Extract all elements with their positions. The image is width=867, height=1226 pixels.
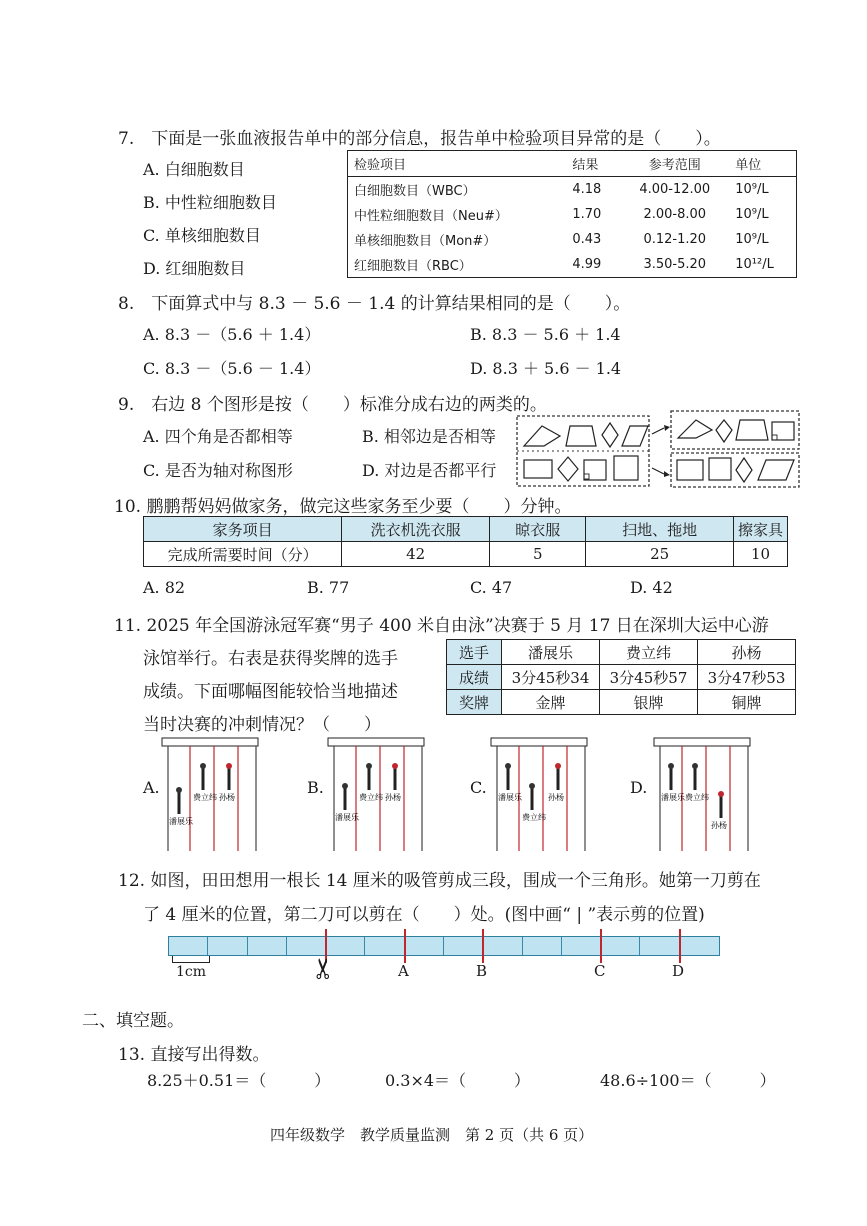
swim-time: 3分45秒34	[502, 665, 600, 690]
kite-shape	[678, 420, 712, 438]
straw-cell-divider	[443, 937, 444, 955]
swimmer-name-label: 孙杨	[711, 821, 727, 830]
pool-wall	[328, 738, 424, 746]
cut-mark-b	[482, 929, 484, 963]
blood-cell: 10⁹/L	[735, 182, 769, 197]
q10-option-a: A. 82	[143, 578, 186, 597]
rectangle-shape	[772, 422, 794, 440]
swim-pool-figure-c	[491, 736, 591, 854]
q8-option-c: C. 8.3 －（5.6 － 1.4）	[143, 359, 321, 378]
q9-option-d: D. 对边是否都平行	[362, 461, 497, 480]
square-shape	[614, 456, 638, 480]
swimmer-head	[176, 787, 182, 793]
cut-mark-d	[679, 929, 681, 963]
blood-header: 参考范围	[620, 151, 729, 177]
swim-player: 潘展乐	[502, 640, 600, 665]
q13-expr-3: 48.6÷100＝（ ）	[600, 1071, 776, 1090]
q10-option-d: D. 42	[630, 578, 673, 597]
rhombus-shape	[602, 423, 618, 447]
swimmer-name-label: 费立纬	[193, 793, 217, 802]
q13-expr-1: 8.25＋0.51＝（ ）	[147, 1071, 331, 1090]
swimmer-name-label: 潘展乐	[169, 817, 193, 826]
swimmer-name-label: 孙杨	[548, 793, 564, 802]
chores-value: 42	[342, 542, 490, 567]
q7-option-b: B. 中性粒细胞数目	[143, 193, 277, 212]
swim-medal: 铜牌	[698, 690, 796, 715]
blood-cell: 1.70	[572, 207, 602, 222]
swimmer-name-label: 费立纬	[522, 813, 546, 822]
blood-header: 检验项目	[348, 151, 567, 177]
q9-option-a: A. 四个角是否都相等	[143, 427, 293, 446]
blood-cell: 白细胞数目（WBC）	[354, 184, 476, 199]
swimmer-head	[668, 763, 674, 769]
swimmer-head	[692, 763, 698, 769]
section2-title: 二、填空题。	[82, 1011, 184, 1031]
cut-label-c: C	[594, 962, 606, 980]
blood-cell: 10⁹/L	[735, 207, 769, 222]
q11-stem-line2: 泳馆举行。右表是获得奖牌的选手	[143, 649, 398, 669]
q11-stem-line3: 成绩。下面哪幅图能较恰当地描述	[143, 682, 398, 702]
swimmer-head	[342, 783, 348, 789]
q8-option-d: D. 8.3 ＋ 5.6 － 1.4	[470, 359, 622, 378]
pool-wall	[162, 738, 258, 746]
cut-label-d: D	[672, 962, 685, 980]
straw-cell-divider	[247, 937, 248, 955]
chores-header: 晾衣服	[490, 517, 586, 542]
swim-medal: 银牌	[600, 690, 698, 715]
q10-stem: 10. 鹏鹏帮妈妈做家务，做完这些家务至少要（ ）分钟。	[114, 497, 572, 517]
q7-stem: 7. 下面是一张血液报告单中的部分信息，报告单中检验项目异常的是（ ）。	[118, 129, 721, 149]
q12-stem-line1: 12. 如图，田田想用一根长 14 厘米的吸管剪成三段，围成一个三角形。她第一刀剪在	[118, 871, 761, 891]
swimmer-name-label: 潘展乐	[335, 813, 359, 822]
q10-option-b: B. 77	[307, 578, 350, 597]
q9-shapes-figure	[514, 408, 804, 490]
chores-value: 25	[586, 542, 734, 567]
trapezoid-shape	[566, 426, 596, 446]
cut-mark-a	[404, 929, 406, 963]
q11-stem-line1: 11. 2025 年全国游泳冠军赛“男子 400 米自由泳”决赛于 5 月 17 日在深圳大运中心游	[114, 616, 769, 636]
cut-mark-c	[600, 929, 602, 963]
swimmer-name-label: 潘展乐	[498, 793, 522, 802]
swim-player: 孙杨	[698, 640, 796, 665]
q10-option-c: C. 47	[470, 578, 513, 597]
straw-bar	[168, 936, 720, 956]
square-shape	[709, 458, 731, 480]
q8-option-b: B. 8.3 － 5.6 ＋ 1.4	[470, 325, 621, 344]
swim-option-b-letter: B.	[307, 778, 324, 797]
q7-option-a: A. 白细胞数目	[143, 160, 245, 179]
swim-row-label: 选手	[447, 640, 502, 665]
group2-box	[671, 453, 799, 487]
arrow-head	[664, 471, 670, 477]
swim-option-a-letter: A.	[143, 778, 160, 797]
chores-header: 擦家具	[733, 517, 787, 542]
blood-cell: 4.99	[572, 257, 602, 272]
page-footer: 四年级数学 教学质量监测 第 2 页（共 6 页）	[270, 1126, 594, 1144]
swim-row-label: 成绩	[447, 665, 502, 690]
straw-cell-divider	[286, 937, 287, 955]
swimmer-name-label: 孙杨	[219, 793, 235, 802]
trapezoid-shape	[736, 420, 768, 440]
cut-label-a: A	[398, 962, 409, 980]
swim-results-table	[446, 639, 796, 715]
q7-option-d: D. 红细胞数目	[143, 259, 246, 278]
swim-pool-figure-a	[162, 736, 262, 854]
right-angle-mark	[584, 474, 589, 479]
blood-header: 单位	[729, 151, 796, 177]
q8-option-a: A. 8.3 －（5.6 ＋ 1.4）	[143, 325, 321, 344]
q12-stem-line2: 了 4 厘米的位置，第二刀可以剪在（ ）处。(图中画“ | ”表示剪的位置)	[143, 905, 705, 925]
right-angle-mark	[772, 435, 777, 440]
swimmer-head	[366, 763, 372, 769]
parallelogram-shape	[622, 426, 648, 446]
straw-cell-divider	[364, 937, 365, 955]
q11-stem-line4: 当时决赛的冲刺情况？（ ）	[143, 715, 381, 735]
swim-option-c-letter: C.	[470, 778, 487, 797]
q8-stem: 8. 下面算式中与 8.3 － 5.6 － 1.4 的计算结果相同的是（ ）。	[118, 294, 631, 314]
swim-row-label: 奖牌	[447, 690, 502, 715]
chores-row-label: 完成所需要时间（分）	[144, 542, 342, 567]
scissors-icon: ✂	[307, 956, 341, 981]
swimmer-name-label: 费立纬	[359, 793, 383, 802]
blood-report-table	[347, 150, 797, 278]
straw-cell-divider	[639, 937, 640, 955]
unit-bracket	[172, 956, 210, 963]
arrow-head	[664, 425, 670, 431]
blood-cell: 单核细胞数目（Mon#）	[354, 234, 497, 249]
arrow-down-line	[652, 468, 664, 474]
swimmer-head	[226, 763, 232, 769]
unit-label: 1cm	[176, 964, 207, 980]
blood-cell: 2.00-8.00	[643, 207, 707, 222]
rhombus-shape	[716, 420, 732, 442]
straw-cell-divider	[207, 937, 208, 955]
swimmer-head	[200, 763, 206, 769]
straw-cell-divider	[561, 937, 562, 955]
blood-header: 结果	[566, 151, 620, 177]
pool-wall	[491, 738, 587, 746]
swimmer-head	[718, 791, 724, 797]
blood-cell: 0.43	[572, 232, 602, 247]
swim-time: 3分47秒53	[698, 665, 796, 690]
blood-cell: 10¹²/L	[735, 257, 774, 272]
blood-cell: 4.00-12.00	[639, 182, 711, 197]
square-shape	[584, 460, 606, 480]
q13-expr-2: 0.3×4＝（ ）	[385, 1071, 531, 1090]
rhombus-shape	[558, 457, 578, 481]
chores-value: 10	[733, 542, 787, 567]
rectangle-shape	[524, 460, 552, 478]
blood-cell: 0.12-1.20	[643, 232, 707, 247]
swim-pool-figure-b	[328, 736, 428, 854]
chores-value: 5	[490, 542, 586, 567]
chores-header: 家务项目	[144, 517, 342, 542]
swimmer-head	[555, 763, 561, 769]
blood-cell: 中性粒细胞数目（Neu#）	[354, 209, 508, 224]
swimmer-name-label: 潘展乐	[661, 793, 685, 802]
chores-header: 洗衣机洗衣服	[342, 517, 490, 542]
swim-medal: 金牌	[502, 690, 600, 715]
q9-stem: 9. 右边 8 个图形是按（ ）标准分成右边的两类的。	[118, 395, 547, 415]
blood-cell: 10⁹/L	[735, 232, 769, 247]
arrow-up-line	[652, 428, 664, 434]
q9-option-b: B. 相邻边是否相等	[362, 427, 496, 446]
swim-time: 3分45秒57	[600, 665, 698, 690]
q9-option-c: C. 是否为轴对称图形	[143, 461, 293, 480]
kite-shape	[524, 426, 560, 446]
straw-cell-divider	[522, 937, 523, 955]
rhombus-shape	[736, 458, 752, 482]
q7-option-c: C. 单核细胞数目	[143, 226, 261, 245]
swimmer-head	[529, 783, 535, 789]
blood-cell: 红细胞数目（RBC）	[354, 259, 472, 274]
swimmer-head	[392, 763, 398, 769]
swimmer-name-label: 孙杨	[385, 793, 401, 802]
swim-player: 费立纬	[600, 640, 698, 665]
blood-cell: 4.18	[572, 182, 602, 197]
swim-option-d-letter: D.	[630, 778, 648, 797]
cut-label-b: B	[476, 962, 488, 980]
parallelogram-shape	[758, 460, 794, 480]
chores-table	[143, 516, 788, 567]
swimmer-head	[505, 763, 511, 769]
chores-header: 扫地、拖地	[586, 517, 734, 542]
rectangle-shape	[677, 460, 703, 480]
pool-wall	[654, 738, 750, 746]
group1-box	[671, 411, 799, 449]
q13-stem: 13. 直接写出得数。	[118, 1045, 270, 1065]
blood-cell: 3.50-5.20	[643, 257, 707, 272]
swim-pool-figure-d	[654, 736, 754, 854]
swimmer-name-label: 费立纬	[685, 793, 709, 802]
